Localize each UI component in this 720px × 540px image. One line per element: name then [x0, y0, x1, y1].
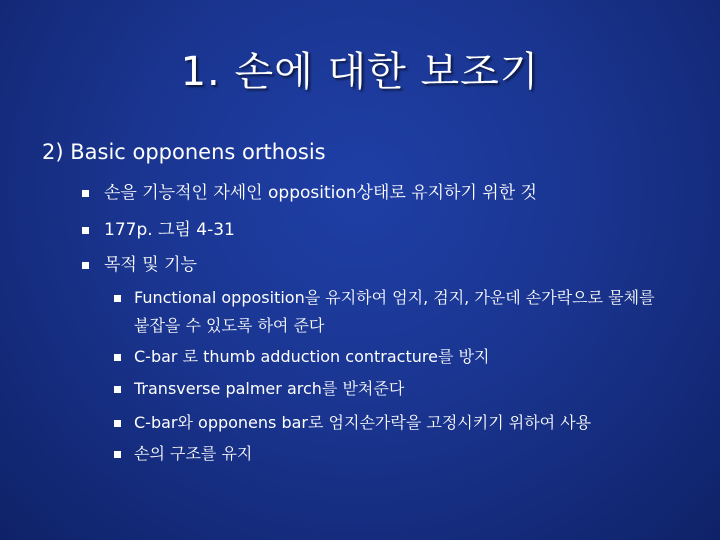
sub-bullet-text: C-bar와 opponens bar로 엄지손가락을 고정시키기 위하여 사용 — [134, 413, 592, 432]
bullet-item — [82, 255, 197, 275]
sub-bullet-text: 손의 구조를 유지 — [134, 444, 253, 463]
square-bullet-icon — [82, 227, 89, 234]
sub-bullet-item — [114, 375, 404, 403]
sub-bullet-item — [114, 440, 252, 468]
square-bullet-icon — [114, 386, 121, 393]
sub-bullet-item — [114, 343, 489, 371]
square-bullet-icon — [82, 262, 89, 269]
sub-bullet-text: Transverse palmer arch를 받쳐준다 — [134, 379, 405, 398]
square-bullet-icon — [114, 295, 121, 302]
bullet-text: 손을 기능적인 자세인 opposition상태로 유지하기 위한 것 — [104, 183, 537, 203]
square-bullet-icon — [82, 190, 89, 197]
sub-bullet-text: C-bar 로 thumb adduction contracture를 방지 — [134, 347, 490, 366]
bullet-item — [82, 220, 235, 240]
sub-bullet-item — [114, 409, 591, 437]
bullet-text: 목적 및 기능 — [104, 255, 197, 275]
square-bullet-icon — [114, 420, 121, 427]
bullet-item — [82, 183, 537, 203]
sub-bullet-text: Functional opposition을 유지하여 엄지, 검지, 가운데 손가락으로 물체를 붙잡을 수 있도록 하여 준다 — [134, 288, 655, 335]
slide-title: 1. 손에 대한 보조기 — [180, 49, 540, 95]
slide-subtitle: 2) Basic opponens orthosis — [42, 140, 326, 164]
square-bullet-icon — [114, 354, 121, 361]
sub-bullet-item — [114, 284, 664, 340]
bullet-text: 177p. 그림 4-31 — [104, 220, 235, 240]
square-bullet-icon — [114, 451, 121, 458]
